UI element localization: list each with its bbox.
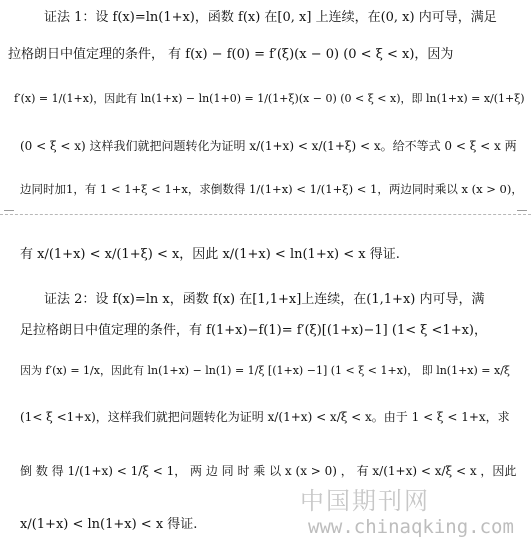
proof1-line2: 拉格朗日中值定理的条件， 有 f(x) − f(0) = f′(ξ)(x − 0) (0 < ξ < x)，因为 — [8, 47, 454, 62]
proof2-line1: 证法 2：设 f(x)=ln x，函数 f(x) 在[1,1+x]上连续，在(1,1+x) 内可导，满 — [44, 292, 485, 307]
proof2-line5: 倒 数 得 1/(1+x) < 1/ξ < 1， 两 边 同 时 乘 以 x (x > 0) ， 有 x/(1+x) < x/ξ < x ，因此 — [20, 464, 517, 478]
proof2-line3: 因为 f′(x) = 1/x，因此有 ln(1+x) − ln(1) = 1/ξ [(1+x) −1] (1 < ξ < 1+x)， 即 ln(1+x) = x/ξ — [20, 364, 510, 377]
proof2-line6: x/(1+x) < ln(1+x) < x 得证. — [20, 517, 198, 532]
watermark-url: www.chinaqking.com — [308, 516, 514, 538]
proof1-line4: (0 < ξ < x) 这样我们就把问题转化为证明 x/(1+x) < x/(1+ξ) < x。给不等式 0 < ξ < x 两 — [20, 139, 517, 153]
proof2-line4: (1< ξ <1+x)，这样我们就把问题转化为证明 x/(1+x) < x/ξ < x。由于 1 < ξ < 1+x，求 — [20, 410, 510, 424]
proof1-line5: 边同时加1，有 1 < 1+ξ < 1+x，求倒数得 1/(1+x) < 1/(1+ξ) < 1，两边同时乘以 x (x > 0)， — [20, 182, 523, 196]
proof2-line2: 足拉格朗日中值定理的条件，有 f(1+x)−f(1)= f′(ξ)[(1+x)−1] (1< ξ <1+x)， — [20, 323, 487, 338]
proof1-line6: 有 x/(1+x) < x/(1+ξ) < x，因此 x/(1+x) < ln(1+x) < x 得证. — [20, 247, 400, 262]
page-break-marker-right — [517, 210, 527, 211]
watermark-logo-text: 中国期刊网 — [300, 487, 430, 515]
page-break-marker-left — [4, 210, 14, 211]
proof1-line1: 证法 1：设 f(x)=ln(1+x)，函数 f(x) 在[0, x] 上连续，在(0, x) 内可导，满足 — [44, 10, 497, 25]
page-break-line — [0, 214, 531, 215]
proof1-line3: f′(x) = 1/(1+x)，因此有 ln(1+x) − ln(1+0) = 1/(1+ξ)(x − 0) (0 < ξ < x)，即 ln(1+x) = x/(1+ξ) — [14, 92, 525, 105]
